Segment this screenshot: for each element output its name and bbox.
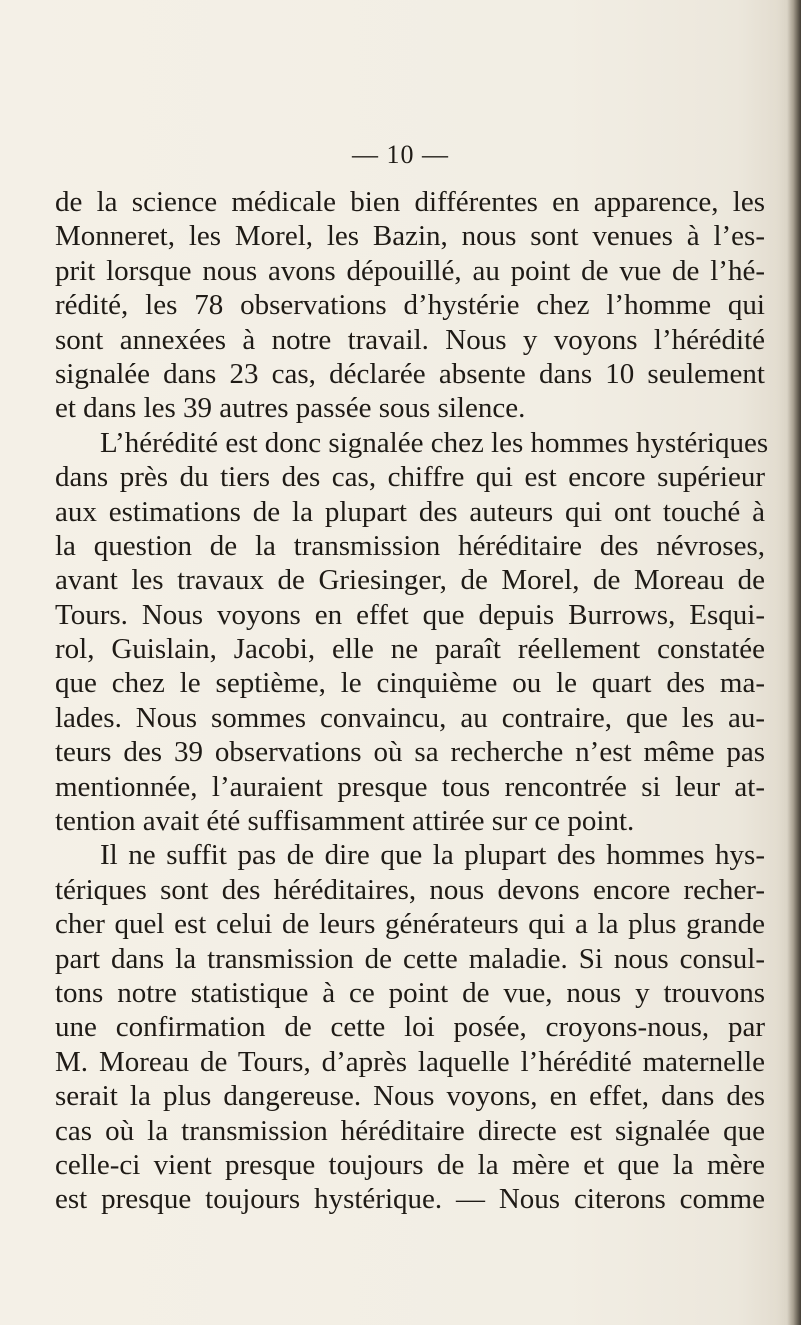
text-line: Il ne suffit pas de dire que la plupart des hommes hys- [100, 839, 765, 872]
text-line: lades. Nous sommes convaincu, au contraire, que les au- [55, 701, 765, 734]
text-line: que chez le septième, le cinquième ou le quart des ma- [55, 667, 765, 700]
page-number: — 10 — [352, 140, 449, 169]
text-line: tons notre statistique à ce point de vue, nous y trouvons [55, 976, 765, 1009]
text-line: avant les travaux de Griesinger, de Morel, de Moreau de [55, 564, 765, 597]
text-line: L’hérédité est donc signalée chez les hommes hystériques [100, 426, 769, 459]
text-line: tention avait été suffisamment attirée sur ce point. [55, 805, 635, 838]
text-line: aux estimations de la plupart des auteurs qui ont touché à [55, 495, 765, 528]
text-line: dans près du tiers des cas, chiffre qui est encore supérieur [55, 461, 765, 494]
text-line: la question de la transmission héréditaire des névroses, [55, 529, 765, 562]
text-line: cas où la transmission héréditaire directe est signalée que [55, 1114, 765, 1147]
text-line: Monneret, les Morel, les Bazin, nous sont venues à l’es- [55, 220, 765, 253]
text-line: prit lorsque nous avons dépouillé, au point de vue de l’hé- [55, 254, 765, 287]
text-line: signalée dans 23 cas, déclarée absente dans 10 seulement [55, 357, 765, 390]
text-line: rédité, les 78 observations d’hystérie chez l’homme qui [55, 289, 765, 322]
text-line: rol, Guislain, Jacobi, elle ne paraît réellement constatée [55, 633, 765, 666]
body-text [55, 185, 769, 1217]
text-line: serait la plus dangereuse. Nous voyons, en effet, dans des [55, 1080, 765, 1113]
text-line: et dans les 39 autres passée sous silence. [55, 392, 526, 425]
text-line: part dans la transmission de cette maladie. Si nous consul- [55, 942, 765, 975]
text-line: tériques sont des héréditaires, nous devons encore recher- [55, 873, 765, 906]
text-line: teurs des 39 observations où sa recherche n’est même pas [55, 736, 765, 769]
page-edge-shadow [787, 0, 801, 1325]
text-line: sont annexées à notre travail. Nous y voyons l’hérédité [55, 323, 765, 356]
text-line: de la science médicale bien différentes en apparence, les [55, 186, 765, 218]
text-line: M. Moreau de Tours, d’après laquelle l’hérédité maternelle [55, 1045, 765, 1078]
text-line: est presque toujours hystérique. — Nous citerons comme [55, 1183, 765, 1216]
text-line: une confirmation de cette loi posée, croyons-nous, par [55, 1011, 765, 1044]
text-line: mentionnée, l’auraient presque tous rencontrée si leur at- [55, 770, 765, 803]
text-line: celle-ci vient presque toujours de la mère et que la mère [55, 1148, 765, 1181]
text-line: Tours. Nous voyons en effet que depuis Burrows, Esqui- [55, 598, 765, 631]
text-line: cher quel est celui de leurs générateurs qui a la plus grande [55, 908, 765, 941]
